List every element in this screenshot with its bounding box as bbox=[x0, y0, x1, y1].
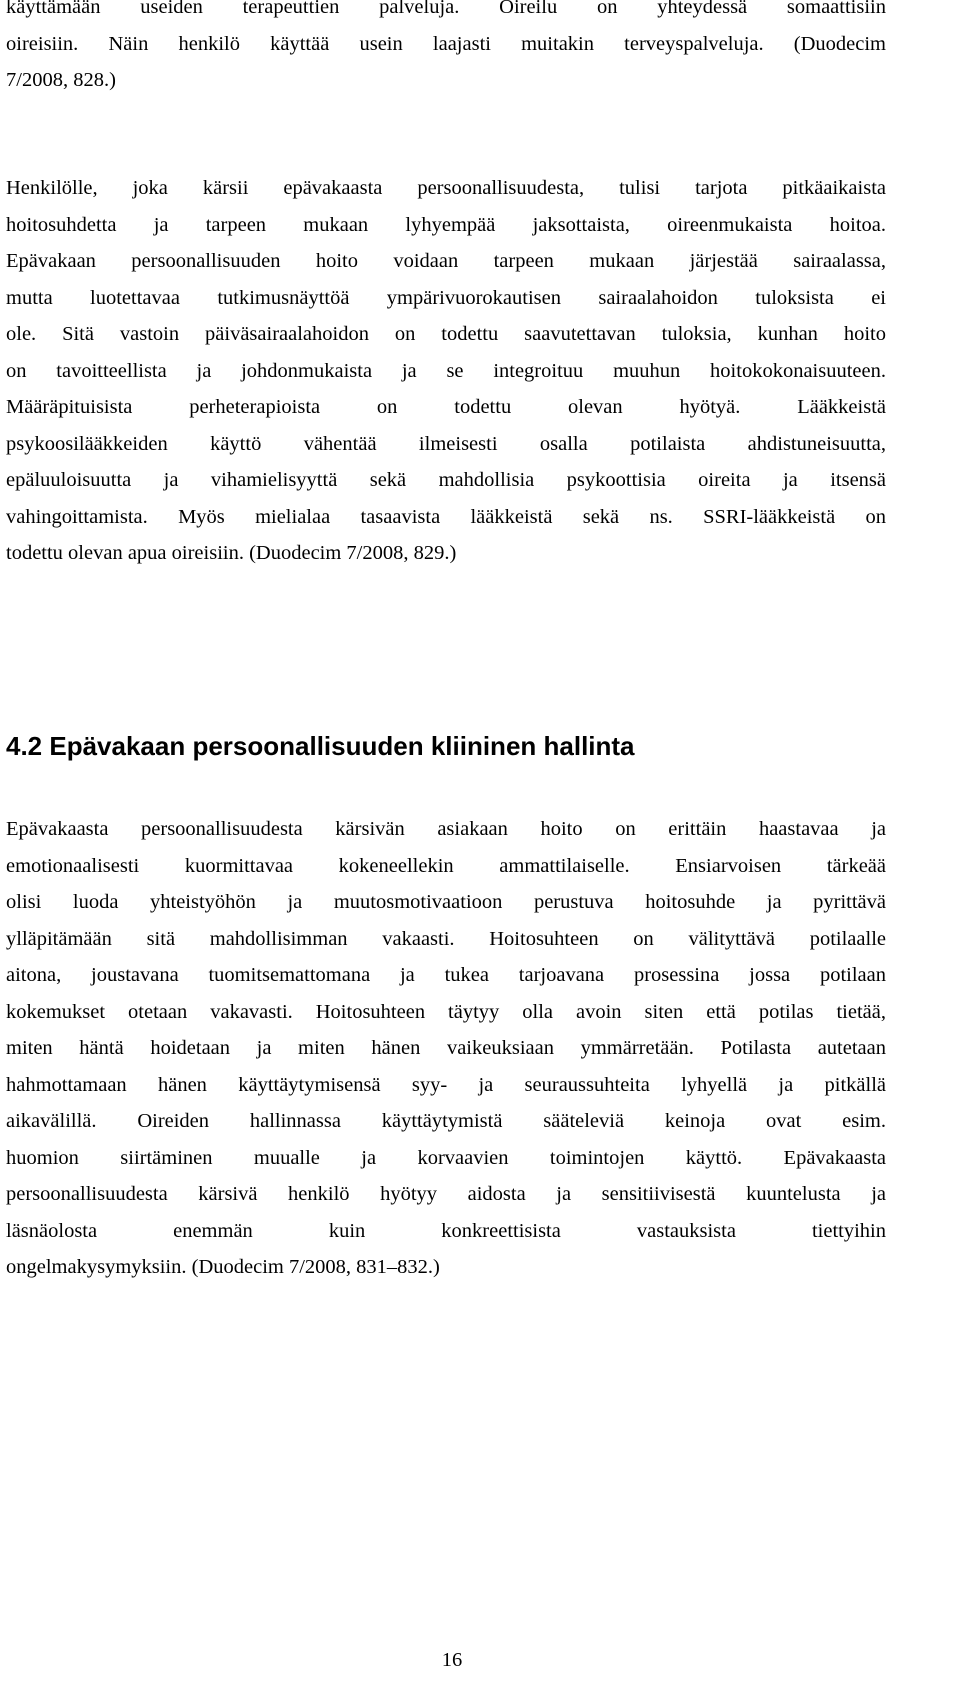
text-line: läsnäolosta enemmän kuin konkreettisista vastauksista tiettyihin bbox=[6, 1219, 886, 1242]
text-line: olisi luoda yhteistyöhön ja muutosmotivaatioon perustuva hoitosuhde ja pyrittävä bbox=[6, 891, 886, 913]
text-line: Henkilölle, joka kärsii epävakaasta persoonallisuudesta, tulisi tarjota pitkäaikaista bbox=[6, 177, 886, 199]
text-line: psykoosilääkkeiden käyttö vähentää ilmeisesti osalla potilaista ahdistuneisuutta, bbox=[6, 432, 886, 455]
text-line: Epävakaasta persoonallisuudesta kärsivän asiakaan hoito on erittäin haastavaa ja bbox=[6, 818, 886, 840]
text-line: 7/2008, 828.) bbox=[6, 69, 116, 91]
text-line: huomion siirtäminen muualle ja korvaavien toimintojen käyttö. Epävakaasta bbox=[6, 1146, 886, 1169]
body-paragraph-3 bbox=[6, 811, 886, 1286]
text-line: ole. Sitä vastoin päiväsairaalahoidon on todettu saavutettavan tuloksia, kunhan hoito bbox=[6, 323, 886, 345]
body-paragraph-1 bbox=[6, 0, 886, 99]
text-line: Epävakaan persoonallisuuden hoito voidaan tarpeen mukaan järjestää sairaalassa, bbox=[6, 250, 886, 272]
text-line: ongelmakysymyksiin. (Duodecim 7/2008, 831–832.) bbox=[6, 1256, 440, 1278]
text-line: aitona, joustavana tuomitsemattomana ja tukea tarjoavana prosessina jossa potilaan bbox=[6, 964, 886, 986]
text-line: hoitosuhdetta ja tarpeen mukaan lyhyempää jaksottaista, oireenmukaista hoitoa. bbox=[6, 213, 886, 236]
text-line: Määräpituisista perheterapioista on todettu olevan hyötyä. Lääkkeistä bbox=[6, 396, 886, 418]
text-line: kokemukset otetaan vakavasti. Hoitosuhteen täytyy olla avoin siten että potilas tietää, bbox=[6, 1000, 886, 1023]
text-line: ylläpitämään sitä mahdollisimman vakaasti. Hoitosuhteen on välityttävä potilaalle bbox=[6, 927, 886, 950]
text-line: persoonallisuudesta kärsivä henkilö hyötyy aidosta ja sensitiivisestä kuuntelusta ja bbox=[6, 1183, 886, 1205]
text-line: käyttämään useiden terapeuttien palveluja. Oireilu on yhteydessä somaattisiin bbox=[6, 0, 886, 18]
text-line: aikavälillä. Oireiden hallinnassa käyttäytymistä sääteleviä keinoja ovat esim. bbox=[6, 1110, 886, 1132]
page-number: 16 bbox=[441, 1649, 463, 1671]
text-line: oireisiin. Näin henkilö käyttää usein laajasti muitakin terveyspalveluja. (Duodecim bbox=[6, 32, 886, 55]
text-line: todettu olevan apua oireisiin. (Duodecim 7/2008, 829.) bbox=[6, 542, 457, 564]
text-line: hahmottamaan hänen käyttäytymisensä syy- ja seuraussuhteita lyhyellä ja pitkällä bbox=[6, 1073, 886, 1096]
text-line: epäluuloisuutta ja vihamielisyyttä sekä mahdollisia psykoottisia oireita ja itsensä bbox=[6, 469, 886, 491]
text-line: on tavoitteellista ja johdonmukaista ja se integroituu muuhun hoitokokonaisuuteen. bbox=[6, 359, 886, 382]
text-line: vahingoittamista. Myös mielialaa tasaavista lääkkeistä sekä ns. SSRI-lääkkeistä on bbox=[6, 505, 886, 528]
text-line: miten häntä hoidetaan ja miten hänen vaikeuksiaan ymmärretään. Potilasta autetaan bbox=[6, 1037, 886, 1059]
body-paragraph-2 bbox=[6, 170, 886, 572]
section-heading: 4.2 Epävakaan persoonallisuuden kliininen hallinta bbox=[6, 731, 635, 761]
text-line: emotionaalisesti kuormittavaa kokeneellekin ammattilaiselle. Ensiarvoisen tärkeää bbox=[6, 854, 886, 877]
text-line: mutta luotettavaa tutkimusnäyttöä ympärivuorokautisen sairaalahoidon tuloksista ei bbox=[6, 286, 886, 309]
